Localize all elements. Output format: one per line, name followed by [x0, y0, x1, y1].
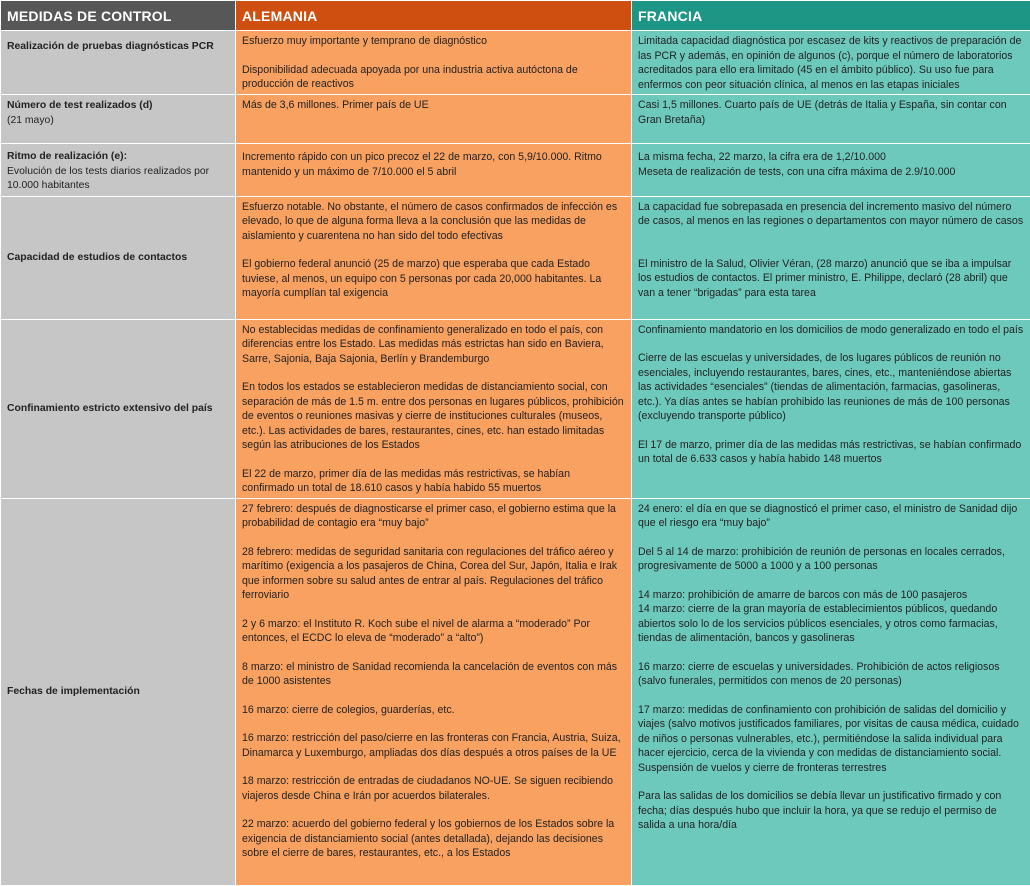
- cell-paragraph: 2 y 6 marzo: el Instituto R. Koch sube el nivel de alarma a “moderado” Por entonces, el ECDC lo eleva de “moderado” a “alto”): [242, 617, 625, 646]
- cell-paragraph: Confinamiento mandatorio en los domicilios de modo generalizado en todo el país: [638, 323, 1024, 338]
- row-label-text: Número de test realizados (d): [7, 100, 153, 111]
- cell-paragraph: 22 marzo: acuerdo del gobierno federal y los gobiernos de los Estados sobre la exigencia de distanciamiento social (antes detallada), dejando las decisiones sobre el cierre de bares, restaurantes, etc., a los Estados: [242, 817, 625, 861]
- table-row: [1, 498, 1030, 885]
- cell-paragraph: Esfuerzo muy importante y temprano de diagnóstico: [242, 34, 625, 49]
- cell-paragraph: La capacidad fue sobrepasada en presencia del incremento masivo del número de casos, al menos en las regiones o departamentos con mayor número de casos: [638, 200, 1024, 229]
- table-row: [1, 95, 1030, 144]
- cell-paragraph: No establecidas medidas de confinamiento generalizado en todo el país, con diferencias entre los Estado. Las medidas más estrictas han sido en Baviera, Sarre, Sajonia, Baja Sajonia, Berlín y Brandemburgo: [242, 323, 625, 367]
- table-row: [1, 144, 1030, 197]
- alemania-cell: [236, 498, 632, 885]
- francia-cell: [632, 196, 1030, 319]
- row-label-sub: Evolución de los tests diarios realizados por 10.000 habitantes: [7, 165, 229, 194]
- cell-paragraph: En todos los estados se establecieron medidas de distanciamiento social, con separación de más de 1.5 m. entre dos personas en lugares públicos, prohibición de eventos o reuniones masivas y cierre de instituciones culturales (museos, etc.). Las actividades de bares, restaurantes, cines, etc. han estado limitadas según las atribuciones de los Estados: [242, 380, 625, 453]
- row-label: [1, 144, 236, 197]
- cell-paragraph: Para las salidas de los domicilios se debía llevar un justificativo firmado y con fecha; días después hubo que incluir la hora, ya que se redujo el permiso de salida a una hora/día: [638, 789, 1024, 833]
- alemania-cell: [236, 196, 632, 319]
- row-label: [1, 196, 236, 319]
- cell-paragraph: 24 enero: el día en que se diagnosticó el primer caso, el ministro de Sanidad dijo que el riesgo era “muy bajo”: [638, 502, 1024, 531]
- cell-paragraph: El ministro de la Salud, Olivier Véran, (28 marzo) anunció que se iba a impulsar los estudios de contactos. El primer ministro, E. Philippe, declaró (28 abril) que van a tener “brigadas” para esta tarea: [638, 257, 1024, 301]
- alemania-cell: [236, 31, 632, 95]
- row-label-sub: (21 mayo): [7, 114, 229, 129]
- cell-paragraph: Incremento rápido con un pico precoz el 22 de marzo, con 5,9/10.000. Ritmo mantenido y un máximo de 7/10.000 el 5 abril: [242, 150, 625, 179]
- row-label-text: Realización de pruebas diagnósticas PCR: [7, 41, 214, 52]
- row-label-text: Confinamiento estricto extensivo del país: [7, 403, 213, 414]
- francia-cell: [632, 498, 1030, 885]
- alemania-cell: [236, 144, 632, 197]
- cell-paragraph: 27 febrero: después de diagnosticarse el primer caso, el gobierno estima que la probabilidad de contagio era “muy bajo”: [242, 502, 625, 531]
- row-label: [1, 319, 236, 498]
- cell-paragraph: 14 marzo: cierre de la gran mayoría de establecimientos públicos, quedando abiertos solo lo de los servicios públicos esenciales, y otros como farmacias, tiendas de alimentación, bancos y gasolineras: [638, 602, 1024, 646]
- cell-paragraph: Meseta de realización de tests, con una cifra máxima de 2.9/10.000: [638, 165, 1024, 180]
- cell-paragraph: El 22 de marzo, primer día de las medidas más restrictivas, se habían confirmado un total de 18.610 casos y había habido 55 muertos: [242, 467, 625, 496]
- cell-paragraph: 8 marzo: el ministro de Sanidad recomienda la cancelación de eventos con más de 1000 asistentes: [242, 660, 625, 689]
- francia-cell: [632, 95, 1030, 144]
- header-alemania: ALEMANIA: [236, 1, 632, 31]
- cell-paragraph: Del 5 al 14 de marzo: prohibición de reunión de personas en locales cerrados, progresivamente de 5000 a 1000 y a 100 personas: [638, 545, 1024, 574]
- alemania-cell: [236, 95, 632, 144]
- header-row: [1, 1, 1030, 31]
- cell-paragraph: Más de 3,6 millones. Primer país de UE: [242, 98, 625, 113]
- cell-paragraph: Limitada capacidad diagnóstica por escasez de kits y reactivos de preparación de las PCR y además, en opinión de algunos (c), porque el número de laboratorios acreditados para ello era limitado (45 en el ámbito público). Su uso fue para enfermos con peor situación clínica, al menos en las etapas iniciales: [638, 34, 1024, 92]
- francia-cell: [632, 319, 1030, 498]
- cell-paragraph: El gobierno federal anunció (25 de marzo) que esperaba que cada Estado tuviese, al menos, un equipo con 5 personas por cada 20,000 habitantes. La mayoría cumplían tal exigencia: [242, 257, 625, 301]
- cell-paragraph: El 17 de marzo, primer día de las medidas más restrictivas, se habían confirmado un total de 6.633 casos y había habido 148 muertos: [638, 438, 1024, 467]
- row-label: [1, 95, 236, 144]
- cell-paragraph: La misma fecha, 22 marzo, la cifra era de 1,2/10.000: [638, 150, 1024, 165]
- table-row: [1, 31, 1030, 95]
- table-row: [1, 196, 1030, 319]
- cell-paragraph: 18 marzo: restricción de entradas de ciudadanos NO-UE. Se siguen recibiendo viajeros desde China e Irán por acuerdos bilaterales.: [242, 774, 625, 803]
- cell-paragraph: Casi 1,5 millones. Cuarto país de UE (detrás de Italia y España, sin contar con Gran Bretaña): [638, 98, 1024, 127]
- cell-paragraph: Disponibilidad adecuada apoyada por una industria activa autóctona de producción de reactivos: [242, 63, 625, 92]
- cell-paragraph: 16 marzo: cierre de colegios, guarderías, etc.: [242, 703, 625, 718]
- alemania-cell: [236, 319, 632, 498]
- cell-paragraph: Esfuerzo notable. No obstante, el número de casos confirmados de infección es elevado, lo que de alguna forma lleva a la conclusión que las medidas de aislamiento y cuarentena no han sido del todo efectivas: [242, 200, 625, 244]
- cell-paragraph: 16 marzo: cierre de escuelas y universidades. Prohibición de actos religiosos (salvo funerales, permitidos con menos de 20 personas): [638, 660, 1024, 689]
- cell-paragraph: 16 marzo: restricción del paso/cierre en las fronteras con Francia, Austria, Suiza, Dinamarca y Luxemburgo, ampliadas dos días después a otros países de la UE: [242, 731, 625, 760]
- cell-paragraph: 28 febrero: medidas de seguridad sanitaria con regulaciones del tráfico aéreo y marítimo (exigencia a los pasajeros de China, Corea del Sur, Japón, Italia e Irak que informen sobre su salud antes de entrar al país. Regulaciones del tráfico ferroviario: [242, 545, 625, 603]
- row-label-text: Fechas de implementación: [7, 686, 140, 697]
- francia-cell: [632, 144, 1030, 197]
- row-label: [1, 498, 236, 885]
- row-label-text: Capacidad de estudios de contactos: [7, 252, 187, 263]
- row-label: [1, 31, 236, 95]
- cell-paragraph: Cierre de las escuelas y universidades, de los lugares públicos de reunión no esenciales, incluyendo restaurantes, bares, cines, etc., manteniéndose abiertas las actividades “esenciales” (tiendas de alimentación, farmacias, gasolineras, etc.). Ya días antes se habían prohibido las reuniones de más de 100 personas (excluyendo transporte público): [638, 351, 1024, 424]
- header-medidas: MEDIDAS DE CONTROL: [1, 1, 236, 31]
- cell-paragraph: 17 marzo: medidas de confinamiento con prohibición de salidas del domicilio y viajes (salvo motivos justificados familiares, por visitas de causa médica, cuidado de niños o personas vulnerables, etc.), permitiéndose la salida individual para hacer ejercicio, cerca de la vivienda y con medidas de distanciamiento social. Suspensión de vuelos y cierre de fronteras terrestres: [638, 703, 1024, 776]
- francia-cell: [632, 31, 1030, 95]
- cell-paragraph: 14 marzo: prohibición de amarre de barcos con más de 100 pasajeros: [638, 588, 1024, 603]
- row-label-text: Ritmo de realización (e):: [7, 151, 127, 162]
- table-row: [1, 319, 1030, 498]
- header-francia: FRANCIA: [632, 1, 1030, 31]
